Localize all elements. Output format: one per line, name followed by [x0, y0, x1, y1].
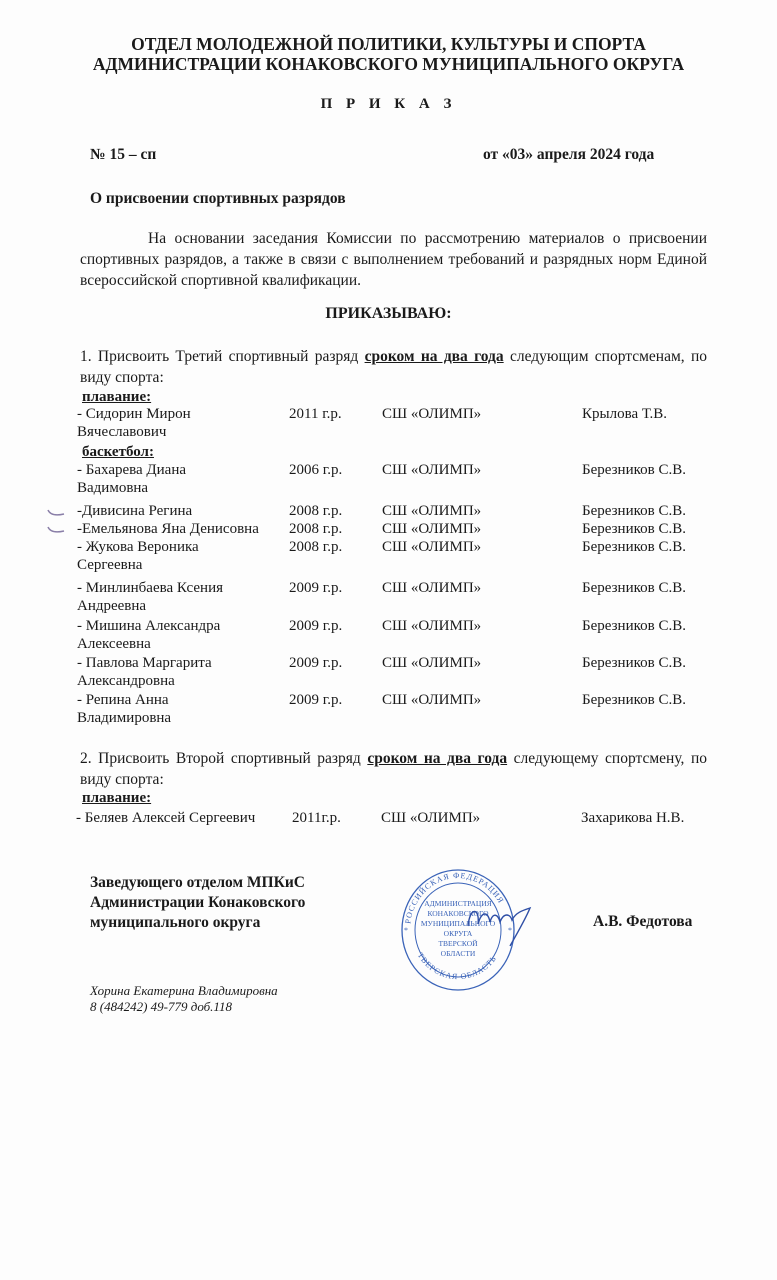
- official-stamp-icon: [398, 866, 558, 994]
- svg-text:ТВЕРСКОЙ: ТВЕРСКОЙ: [438, 939, 478, 948]
- svg-text:ОБЛАСТИ: ОБЛАСТИ: [440, 949, 476, 958]
- header-line-1: ОТДЕЛ МОЛОДЕЖНОЙ ПОЛИТИКИ, КУЛЬТУРЫ И СПОРТА: [131, 34, 646, 54]
- checkmark-icon: [47, 525, 65, 535]
- category-basketball: баскетбол:: [82, 444, 154, 460]
- signatory-name: А.В. Федотова: [593, 913, 693, 930]
- contact-phone: 8 (484242) 49-779 доб.118: [90, 999, 232, 1014]
- section-2-emphasis: сроком на два года: [367, 750, 508, 767]
- signatory-position: Заведующего отделом МПКиС Администрации Конаковского муниципального округа: [90, 874, 306, 931]
- section-1-emphasis: сроком на два года: [364, 348, 504, 365]
- checkmark-icon: [47, 508, 65, 518]
- section-1-text: 1. Присвоить Третий спортивный разряд сроком на два года следующим спортсменам, по виду спорта:: [80, 348, 707, 386]
- category-swimming: плавание:: [82, 389, 152, 405]
- order-subject: О присвоении спортивных разрядов: [90, 190, 346, 207]
- doc-title: П Р И К А З: [320, 96, 457, 112]
- order-number: № 15 – сп: [90, 146, 157, 163]
- category-swimming-2: плавание:: [82, 790, 152, 806]
- svg-text:*: *: [508, 926, 512, 935]
- svg-text:КОНАКОВСКОГО: КОНАКОВСКОГО: [427, 909, 489, 918]
- svg-text:ТВЕРСКАЯ ОБЛАСТЬ: ТВЕРСКАЯ ОБЛАСТЬ: [415, 951, 499, 982]
- header-line-2: АДМИНИСТРАЦИИ КОНАКОВСКОГО МУНИЦИПАЛЬНОГО ОКРУГА: [92, 54, 685, 74]
- svg-text:МУНИЦИПАЛЬНОГО: МУНИЦИПАЛЬНОГО: [420, 919, 496, 928]
- svg-text:АДМИНИСТРАЦИЯ: АДМИНИСТРАЦИЯ: [424, 899, 492, 908]
- order-date: от «03» апреля 2024 года: [483, 146, 655, 163]
- section-2-text: 2. Присвоить Второй спортивный разряд сроком на два года следующему спортсмену, по виду спорта:: [80, 750, 707, 788]
- svg-text:*: *: [404, 926, 408, 935]
- svg-text:ОКРУГА: ОКРУГА: [443, 929, 473, 938]
- order-word: ПРИКАЗЫВАЮ:: [325, 305, 452, 322]
- document-page: ОТДЕЛ МОЛОДЕЖНОЙ ПОЛИТИКИ, КУЛЬТУРЫ И СПОРТА АДМИНИСТРАЦИИ КОНАКОВСКОГО МУНИЦИПАЛЬНОГО ОКРУГА П Р И К А З № 15 – сп от «03» апреля 2024 года О присвоении спортивных разрядов На основании заседания Комиссии по рассмотрению материалов о присвоении спортивных разрядов, а также в связи с выполнением требований и разрядных норм Единой всероссийской спортивной квалификации. ПРИКАЗЫВАЮ: 1. Присвоить Третий спортивный разряд сроком на два года следующим спортсменам, по виду спорта: плавание: - Сидорин Мирон 2011 г.р. СШ «ОЛИМП» Крылова Т.В. Вячеславович баскетбол: - Бахарева Диана 2006 г.р. СШ «ОЛИМП» Березников С.В. Вадимовна -Дивисина Регина 2008 г.р. СШ «ОЛИМП» Березников С.В. -Емельянова Яна Денисовна 2008 г.р. СШ «ОЛИМП» Березников С.В. - Жукова Вероника 2008 г.р. СШ «ОЛИМП» Березников С.В. Сергеевна - Минлинбаева Ксения 2009 г.р. СШ «ОЛИМП» Березников С.В. Андреевна - Мишина Александра 2009 г.р. СШ «ОЛИМП» Березников С.В. Алексеевна - Павлова Маргарита 2009 г.р. СШ «ОЛИМП» Березников С.В. Александровна - Репина Анна 2009 г.р. СШ «ОЛИМП» Березников С.В. Владимировна 2. Присвоить Второй спортивный разряд сроком на два года следующему спортсмену, по виду спорта: плавание: - Беляев Алексей Сергеевич 2011г.р. СШ «ОЛИМП» Захарикова Н.В. Заведующего отделом МПКиС Администрации Конаковского муниципального округа АДМИНИСТРАЦИЯ КОНАКОВСКОГО МУНИЦИПАЛЬНОГО ОКРУГА ТВЕРСКОЙ ОБЛАСТИ РОССИЙСКАЯ ФЕДЕРАЦИЯ ТВЕРСКАЯ ОБЛАСТЬ * * А.В. Федотова Хорина Екатерина Владимировна 8 (484242) 49-779 доб.118: [0, 0, 777, 1280]
- contact-name: Хорина Екатерина Владимировна: [90, 983, 278, 998]
- svg-text:РОССИЙСКАЯ ФЕДЕРАЦИЯ: РОССИЙСКАЯ ФЕДЕРАЦИЯ: [403, 870, 506, 925]
- preamble: На основании заседания Комиссии по рассмотрению материалов о присвоении спортивных разрядов, а также в связи с выполнением требований и разрядных норм Единой всероссийской спортивной квалификации.: [80, 230, 707, 289]
